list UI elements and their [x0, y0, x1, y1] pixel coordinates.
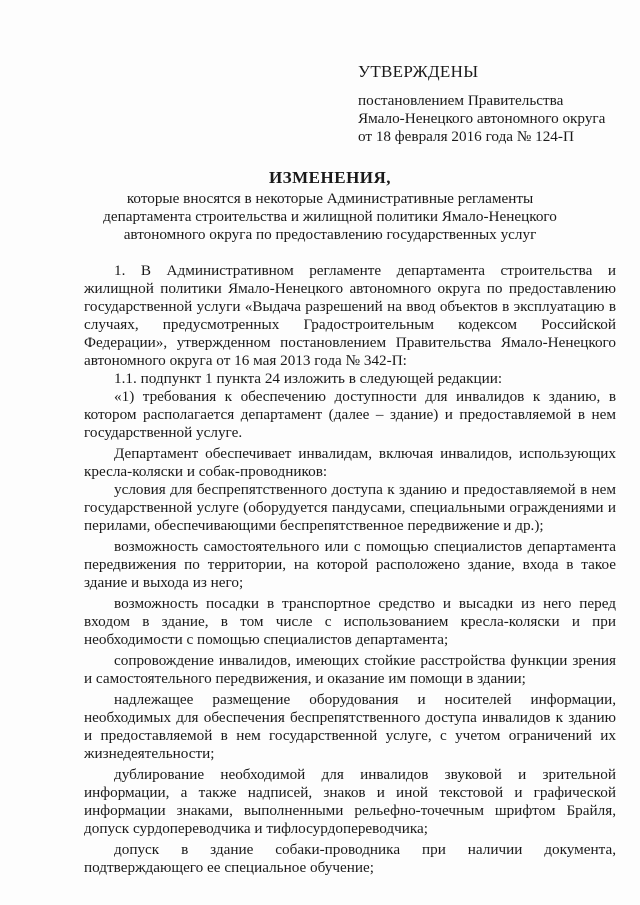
approved-line: Ямало-Ненецкого автономного округа	[358, 110, 606, 127]
document-body	[84, 262, 616, 877]
paragraph-quote-start: «1) требования к обеспечению доступности для инвалидов к зданию, в котором располагается департамент (далее – здание) и предоставляемой в нем государственной услуге.	[84, 388, 616, 441]
paragraph: условия для беспрепятственного доступа к зданию и предоставляемой в нем государственной услуге (оборудуется пандусами, специальными ограждениями и перилами, обеспечивающими беспрепятственное передвижение и др.);	[84, 481, 616, 534]
paragraph: Департамент обеспечивает инвалидам, включая инвалидов, использующих кресла-коляски и собак-проводников:	[84, 445, 616, 480]
paragraph: возможность самостоятельного или с помощью специалистов департамента передвижения по территории, на которой расположено здание, входа в такое здание и выхода из него;	[84, 538, 616, 591]
document-title-block	[40, 168, 620, 244]
paragraph-item-1: 1. В Административном регламенте департамента строительства и жилищной политики Ямало-Ненецкого автономного округа по предоставлению государственной услуги «Выдача разрешений на ввод объектов в эксплуатацию в случаях, предусмотренных Градостроительным кодексом Российской Федерации», утвержденном постановлением Правительства Ямало-Ненецкого автономного округа от 16 мая 2013 года № 342-П:	[84, 262, 616, 369]
approval-stamp-block	[358, 62, 628, 146]
document-subtitle-line: департамента строительства и жилищной политики Ямало-Ненецкого	[103, 208, 557, 225]
approved-line: от 18 февраля 2016 года № 124-П	[358, 128, 574, 145]
paragraph: сопровождение инвалидов, имеющих стойкие расстройства функции зрения и самостоятельного передвижения, и оказание им помощи в здании;	[84, 652, 616, 687]
document-subtitle-line: автономного округа по предоставлению государственных услуг	[123, 226, 537, 243]
paragraph: дублирование необходимой для инвалидов звуковой и зрительной информации, а также надписей, знаков и иной текстовой и графической информации знаками, выполненными рельефно-точечным шрифтом Брайля, допуск сурдопереводчика и тифлосурдопереводчика;	[84, 766, 616, 837]
document-subtitle-line: которые вносятся в некоторые Административные регламенты	[126, 190, 534, 207]
paragraph: надлежащее размещение оборудования и носителей информации, необходимых для обеспечения беспрепятственного доступа инвалидов к зданию и предоставляемой в нем государственной услуге, с учетом ограничений их жизнедеятельности;	[84, 691, 616, 762]
paragraph: возможность посадки в транспортное средство и высадки из него перед входом в здание, в том числе с использованием кресла-коляски и при необходимости с помощью специалистов департамента;	[84, 595, 616, 648]
approved-line: постановлением Правительства	[358, 92, 564, 109]
document-title: ИЗМЕНЕНИЯ,	[268, 168, 392, 187]
paragraph: допуск в здание собаки-проводника при наличии документа, подтверждающего ее специальное обучение;	[84, 841, 616, 876]
approved-heading: УТВЕРЖДЕНЫ	[358, 62, 479, 81]
paragraph-subitem: 1.1. подпункт 1 пункта 24 изложить в следующей редакции:	[114, 370, 503, 387]
